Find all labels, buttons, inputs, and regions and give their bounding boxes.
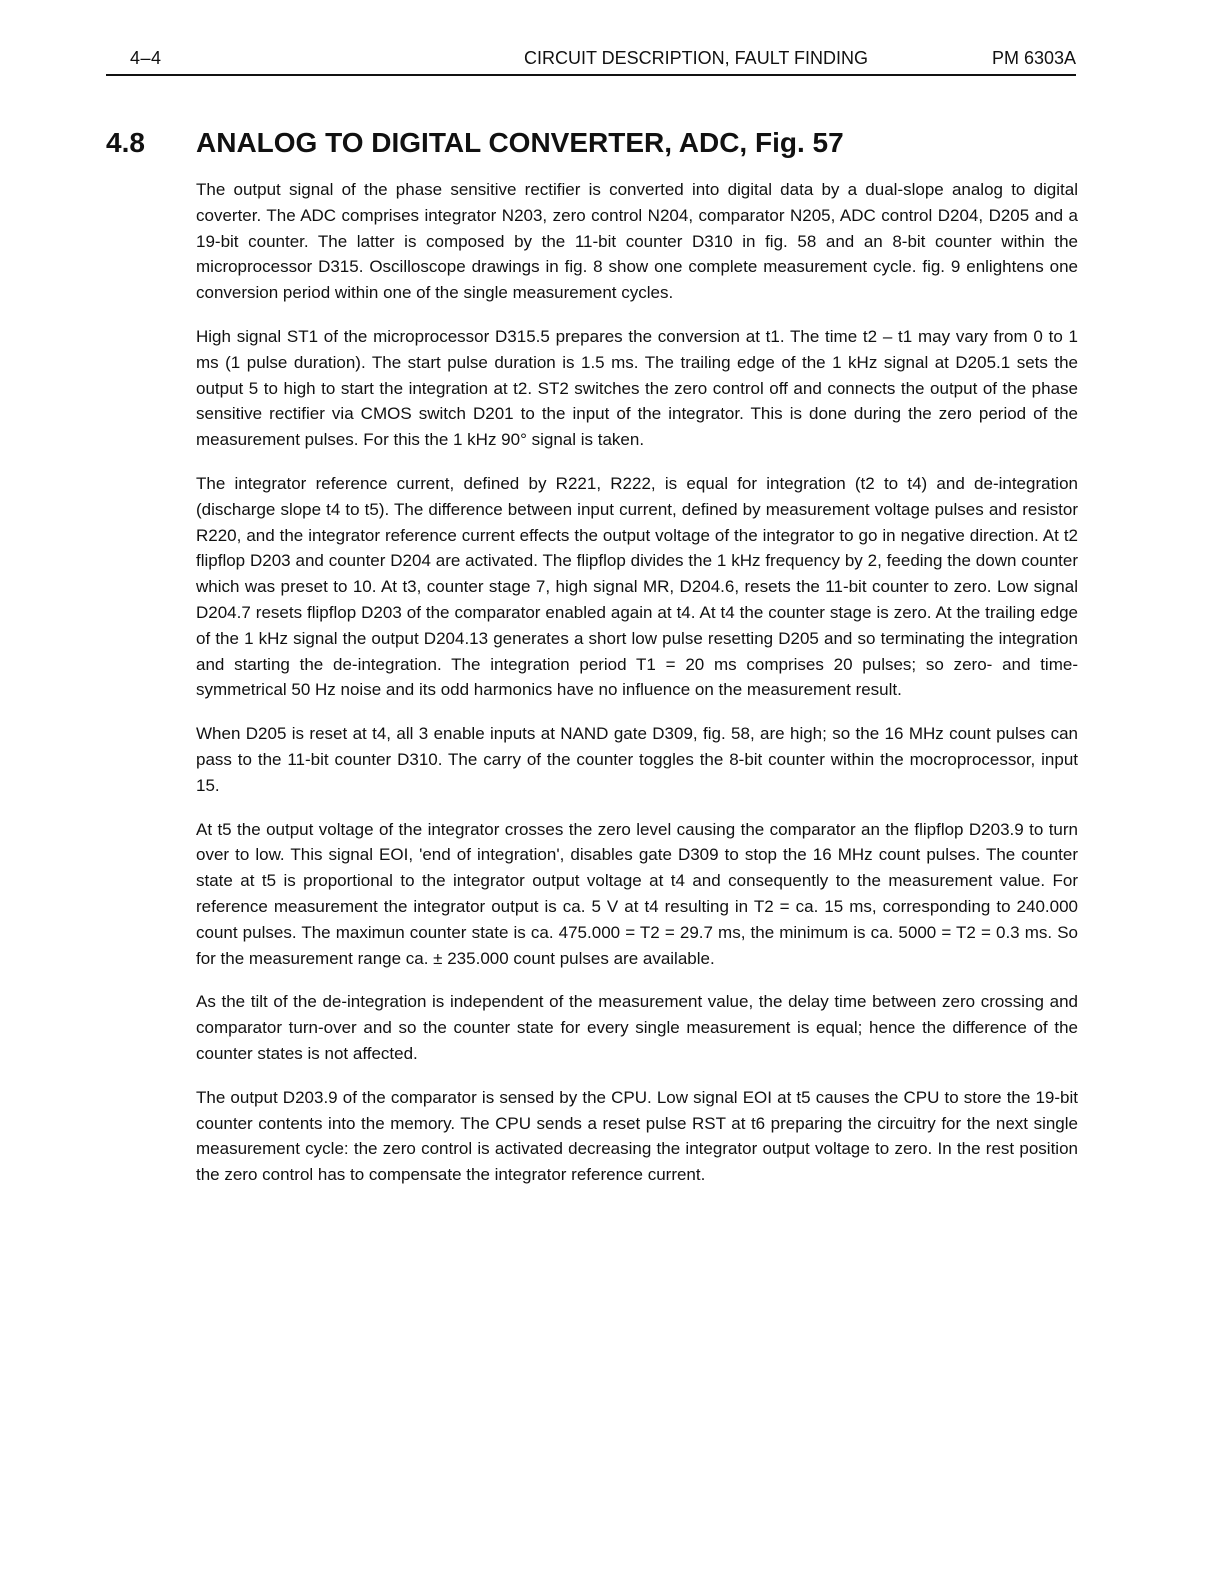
paragraph-count-pulses: When D205 is reset at t4, all 3 enable inputs at NAND gate D309, fig. 58, are high; so the 16 MHz count pulses can pass to the 11-bit counter D310. The carry of the counter toggles the 8-bit counter within the mocroprocessor, input 15. (196, 724, 1078, 795)
page-header (106, 46, 1076, 76)
section-number: 4.8 (106, 127, 145, 158)
running-title: CIRCUIT DESCRIPTION, FAULT FINDING (524, 48, 869, 68)
paragraph-zero-crossing: At t5 the output voltage of the integrator crosses the zero level causing the comparator an the flipflop D203.9 to turn over to low. This signal EOI, 'end of integration', disables gate D309 to stop the 16 MHz count pulses. The counter state at t5 is proportional to the integrator output voltage at t4 and consequently to the measurement value. For reference measurement the integrator output is ca. 5 V at t4 resulting in T2 = ca. 15 ms, corresponding to 240.000 count pulses. The maximun counter state is ca. 475.000 = T2 = 29.7 ms, the minimum is ca. 5000 = T2 = 0.3 ms. So for the measurement range ca. ± 235.000 count pulses are available. (196, 819, 1078, 968)
paragraph-conversion-start: High signal ST1 of the microprocessor D315.5 prepares the conversion at t1. The time t2 – t1 may vary from 0 to 1 ms (1 pulse duration). The start pulse duration is 1.5 ms. The trailing edge of the 1 kHz signal at D205.1 sets the output 5 to high to start the integration at t2. ST2 switches the zero control off and connects the output of the phase sensitive rectifier via CMOS switch D201 to the input of the integrator. This is done during the zero period of the measurement pulses. For this the 1 kHz 90° signal is taken. (196, 326, 1078, 450)
body-text (196, 177, 1078, 1206)
page-number: 4–4 (130, 48, 162, 68)
section-title: ANALOG TO DIGITAL CONVERTER, ADC, Fig. 57 (196, 127, 844, 158)
paragraph-adc-overview: The output signal of the phase sensitive rectifier is converted into digital data by a dual-slope analog to digital coverter. The ADC comprises integrator N203, zero control N204, comparator N205, ADC control D204, D205 and a 19-bit counter. The latter is composed by the 11-bit counter D310 in fig. 58 and an 8-bit counter within the microprocessor D315. Oscilloscope drawings in fig. 8 show one complete measurement cycle. fig. 9 enlightens one conversion period within one of the single measurement cycles. (196, 180, 1078, 303)
paragraph-deintegration-tilt: As the tilt of the de-integration is independent of the measurement value, the delay time between zero crossing and comparator turn-over and so the counter state for every single measurement is equal; hence the difference of the counter states is not affected. (196, 992, 1078, 1063)
document-id: PM 6303A (991, 48, 1076, 68)
paragraph-integrator-reference: The integrator reference current, defined by R221, R222, is equal for integration (t2 to t4) and de-integration (discharge slope t4 to t5). The difference between input current, defined by measurement voltage pulses and resistor R220, and the integrator reference current effects the output voltage of the integrator to go in negative direction. At t2 flipflop D203 and counter D204 are activated. The flipflop divides the 1 kHz frequency by 2, feeding the down counter which was preset to 10. At t3, counter stage 7, high signal MR, D204.6, resets the 11-bit counter to zero. Low signal D204.7 resets flipflop D203 of the comparator enabled again at t4. At t4 the counter stage is zero. At the trailing edge of the 1 kHz signal the output D204.13 generates a short low pulse resetting D205 and so terminating the integration and starting the de-integration. The integration period T1 = 20 ms comprises 20 pulses; so zero- and time-symmetrical 50 Hz noise and its odd harmonics have no influence on the measurement result. (196, 473, 1078, 700)
paragraph-cpu-store: The output D203.9 of the comparator is sensed by the CPU. Low signal EOI at t5 causes the CPU to store the 19-bit counter contents into the memory. The CPU sends a reset pulse RST at t6 preparing the circuitry for the next single measurement cycle: the zero control is activated decreasing the integrator output voltage to zero. In the rest position the zero control has to compensate the integrator reference current. (196, 1087, 1078, 1185)
